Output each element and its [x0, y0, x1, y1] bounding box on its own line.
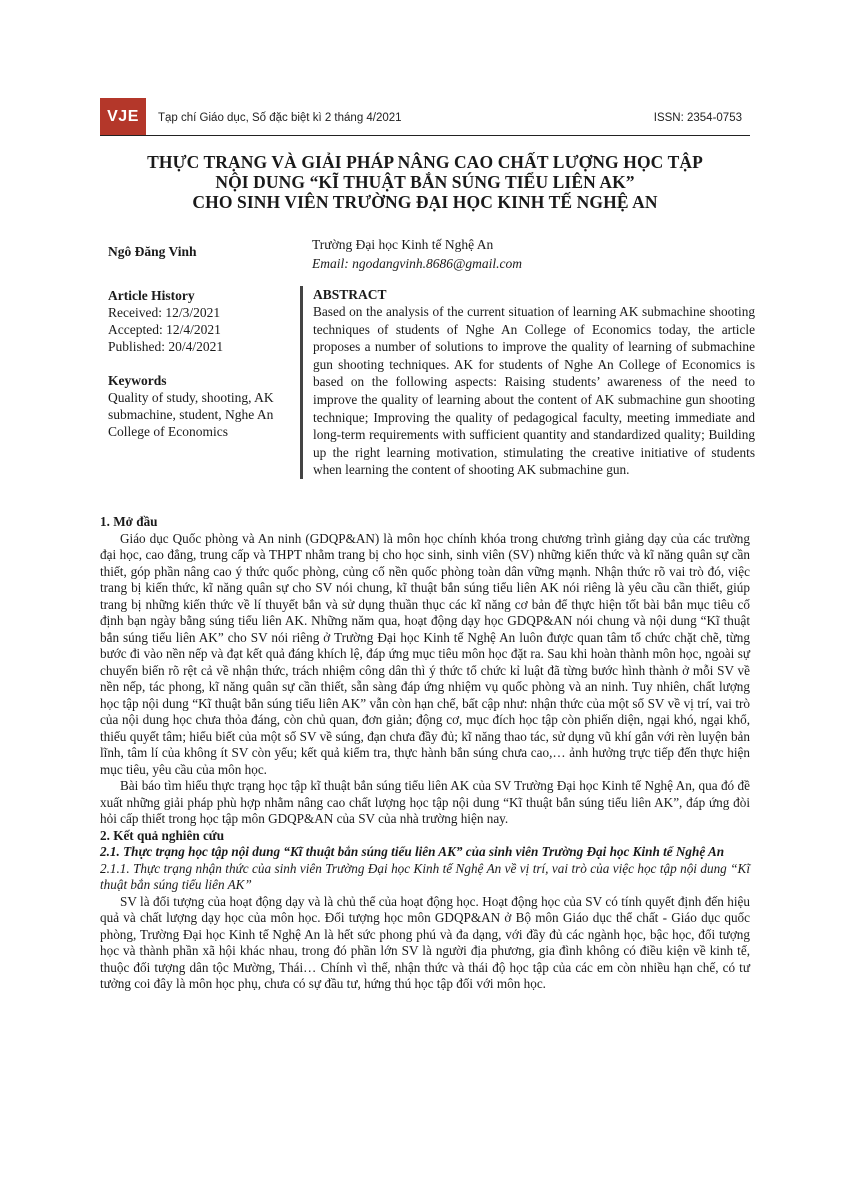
paragraph: Giáo dục Quốc phòng và An ninh (GDQP&AN) là môn học chính khóa trong chương trình giảng dạy của các trường đại học, cao đẳng, trung cấp và THPT nhằm trang bị cho học sinh, sinh viên (SV) những kiến thức và kĩ năng quân sự cần thiết, góp phần nâng cao ý thức quốc phòng, củng cố nền quốc phòng toàn dân vững mạnh. Nhận thức rõ vai trò đó, việc trang bị kiến thức, kĩ năng quân sự cho SV nói chung, kĩ thuật bắn súng tiểu liên AK nói riêng là yêu cầu cần thiết, giúp trang bị những kiến thức về lí thuyết bắn và sử dụng thuần thục các kĩ năng cơ bản để thực hiện tốt bài bắn mục tiêu cố định bạn ngày bằng súng tiểu liên AK. Những năm qua, hoạt động dạy học GDQP&AN nói chung và nội dung “Kĩ thuật bắn súng tiểu liên AK” cho SV nói riêng ở Trường Đại học Kinh tế Nghệ An luôn được quan tâm tổ chức chặt chẽ, từng bước đi vào nền nếp và đạt kết quả đáng khích lệ, đáp ứng mục tiêu môn học đặt ra. Sau khi hoàn thành môn học, ngoài sự chuyển biến rõ rệt cả về nhận thức, trách nhiệm công dân thì ý thức tổ chức kỉ luật đã từng bước hình thành ở mỗi SV về nền nếp, tác phong, kĩ năng quân sự cần thiết, sẵn sàng đáp ứng nhiệm vụ quốc phòng và an ninh. Tuy nhiên, chất lượng học tập nội dung “Kĩ thuật bắn súng tiểu liên AK” vẫn còn hạn chế, bất cập như: nhận thức của một số SV về vị trí, vai trò của nội dung học chưa thỏa đáng, còn chủ quan, đơn giản; động cơ, mục đích học tập còn phiến diện, ngại khó, ngại khổ, thiếu quyết tâm; hiểu biết của một số SV về súng, đạn chưa đầy đủ; kĩ năng thao tác, sử dụng vũ khí gắn với rèn luyện bản lĩnh, tâm lí của không ít SV còn yếu; kết quả kiểm tra, thực hành bắn súng chưa cao,… ảnh hưởng trực tiếp đến thực hiện mục tiêu, yêu cầu của môn học.: [100, 530, 750, 777]
abstract-text: Based on the analysis of the current situation of learning AK submachine shooting techniques of students of Nghe An College of Economics today, the article proposes a number of solutions to improve the quality of learning of submachine gun shooting techniques. AK for students of Nghe An College of Economics is based on the following aspects: Raising students’ awareness of the need to improve the quality of learning about the content of AK submachine gun shooting technique; Improving the quality of pedagogical faculty, meeting immediate and long-term requirements with sufficient quantity and standardized quality; Building up the right learning motivation, stimulating the creative initiative of students when learning the content of shooting AK submachine gun.: [313, 304, 755, 478]
accepted-date: Accepted: 12/4/2021: [108, 322, 221, 337]
article-history-heading: Article History: [108, 288, 195, 303]
title-line: THỰC TRẠNG VÀ GIẢI PHÁP NÂNG CAO CHẤT LƯỢNG HỌC TẬP: [147, 152, 703, 172]
paper-body: [100, 514, 750, 993]
author-email: Email: ngodangvinh.8686@gmail.com: [312, 256, 523, 271]
keywords-text: Quality of study, shooting, AK submachine, student, Nghe An College of Economics: [108, 390, 274, 439]
author-name: Ngô Đăng Vinh: [108, 244, 197, 259]
section-heading: 2. Kết quả nghiên cứu: [100, 827, 225, 843]
abstract-box: [300, 286, 755, 479]
author-affiliation-block: [312, 235, 522, 273]
published-date: Published: 20/4/2021: [108, 339, 224, 354]
title-line: NỘI DUNG “KĨ THUẬT BẮN SÚNG TIỂU LIÊN AK”: [215, 172, 635, 192]
section-heading: 1. Mở đầu: [100, 514, 158, 529]
abstract-heading: ABSTRACT: [313, 287, 387, 302]
subsubsection-heading: 2.1.1. Thực trạng nhận thức của sinh viên Trường Đại học Kinh tế Nghệ An về vị trí, vai trò của việc học tập nội dung “Kĩ thuật bắn súng tiểu liên AK”: [100, 860, 750, 892]
received-date: Received: 12/3/2021: [108, 305, 221, 320]
paragraph: Bài báo tìm hiểu thực trạng học tập kĩ thuật bắn súng tiểu liên AK của SV Trường Đại học Kinh tế Nghệ An, qua đó đề xuất những giải pháp phù hợp nhằm nâng cao chất lượng học tập nội dung “Kĩ thuật bắn súng tiểu liên AK”, đáp ứng đòi hỏi cấp thiết trong học tập môn GDQP&AN của SV của nhà trường hiện nay.: [100, 778, 750, 826]
article-sidebar: [108, 287, 288, 440]
paragraph: SV là đối tượng của hoạt động dạy và là chủ thể của hoạt động học. Hoạt động học của SV có tính quyết định đến hiệu quả và chất lượng dạy học của môn học. Đối tượng học môn GDQP&AN ở Bộ môn Giáo dục thể chất - Giáo dục quốc phòng, Trường Đại học Kinh tế Nghệ An là hết sức phong phú và đa dạng, với đầy đủ các ngành học, bậc học, đối tượng học và thành phần xã hội khác nhau, trong đó phần lớn SV là người địa phương, gia đình không có điều kiện về kinh tế, thuộc đối tượng dân tộc Mường, Thái… Chính vì thế, nhận thức và thái độ học tập của các em còn nhiều hạn chế, có tư tưởng coi đây là môn học phụ, chưa có sự đầu tư, hứng thú học tập đối với môn học.: [100, 893, 750, 991]
keywords-heading: Keywords: [108, 373, 167, 388]
title-line: CHO SINH VIÊN TRƯỜNG ĐẠI HỌC KINH TẾ NGHỆ AN: [192, 192, 658, 212]
paper-title: [100, 152, 750, 212]
subsection-heading: 2.1. Thực trạng học tập nội dung “Kĩ thuật bắn súng tiểu liên AK” của sinh viên Trường Đại học Kinh tế Nghệ An: [100, 844, 725, 859]
issn: ISSN: 2354-0753: [653, 112, 742, 124]
journal-logo-badge: VJE: [100, 98, 146, 135]
journal-name: Tạp chí Giáo dục, Số đặc biệt kì 2 tháng 4/2021: [158, 112, 402, 124]
affiliation: Trường Đại học Kinh tế Nghệ An: [312, 237, 494, 252]
journal-header: [100, 98, 750, 136]
